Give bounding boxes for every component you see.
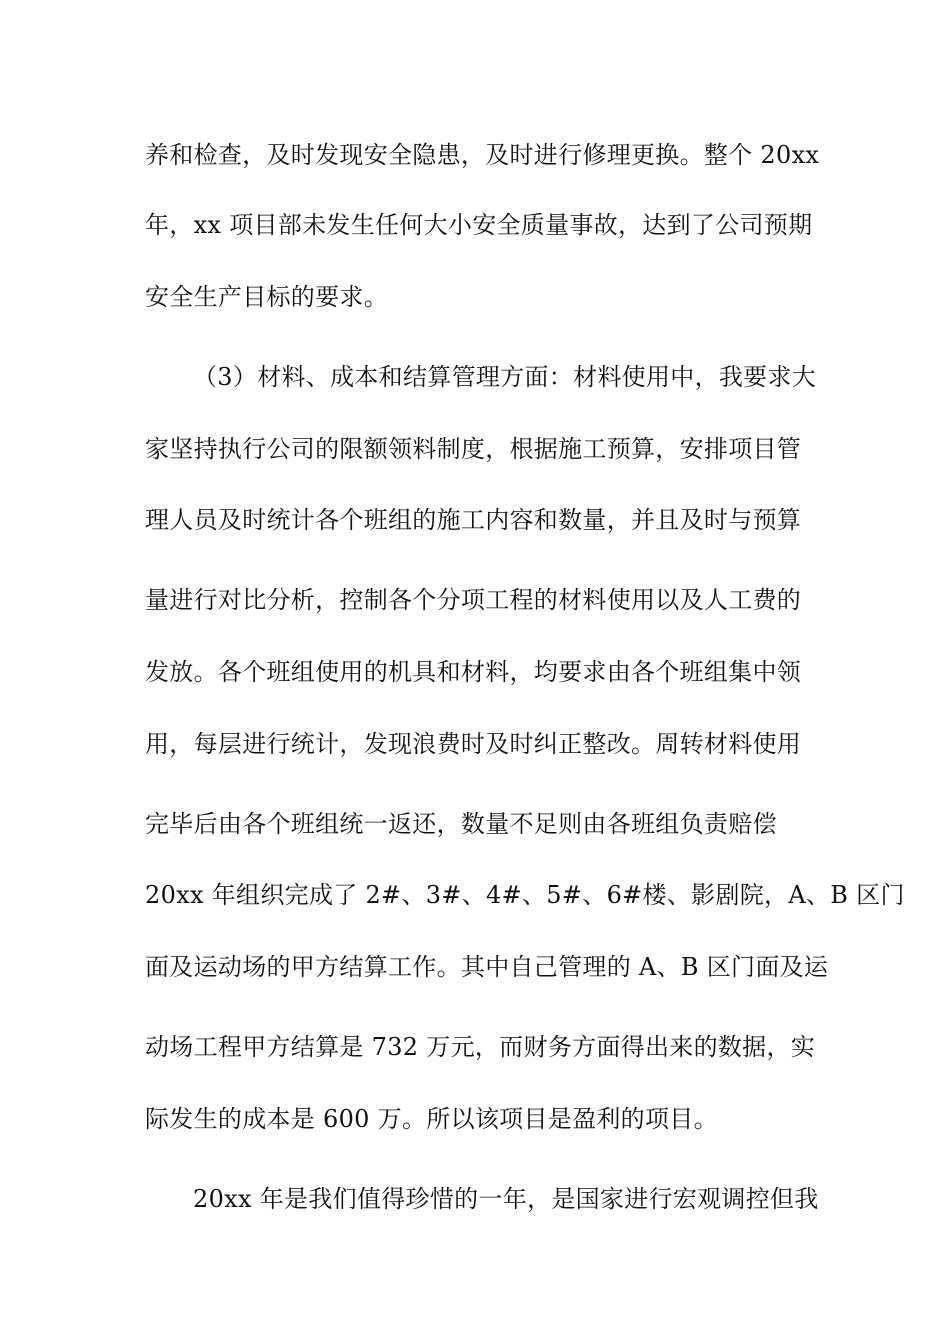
text-line: 用，每层进行统计，发现浪费时及时纠正整改。周转材料使用 xyxy=(145,730,802,758)
text-line: 际发生的成本是 600 万。所以该项目是盈利的项目。 xyxy=(145,1105,718,1133)
text-line: 20xx 年组织完成了 2#、3#、4#、5#、6#楼、影剧院，A、B 区门 xyxy=(145,881,905,909)
text-line: 年，xx 项目部未发生任何大小安全质量事故，达到了公司预期 xyxy=(145,211,813,239)
text-line: 面及运动场的甲方结算工作。其中自己管理的 A、B 区门面及运 xyxy=(145,953,829,981)
text-line: 动场工程甲方结算是 732 万元，而财务方面得出来的数据，实 xyxy=(145,1033,816,1061)
text-line: 发放。各个班组使用的机具和材料，均要求由各个班组集中领 xyxy=(145,658,802,686)
text-line: 完毕后由各个班组统一返还，数量不足则由各班组负责赔偿 xyxy=(145,810,777,838)
text-line: 养和检查，及时发现安全隐患，及时进行修理更换。整个 20xx xyxy=(145,141,820,169)
text-line: 理人员及时统计各个班组的施工内容和数量，并且及时与预算 xyxy=(145,506,802,534)
paragraph-start-line: （3）材料、成本和结算管理方面：材料使用中，我要求大 xyxy=(193,363,817,391)
text-line: 家坚持执行公司的限额领料制度，根据施工预算，安排项目管 xyxy=(145,435,802,463)
text-line: 安全生产目标的要求。 xyxy=(145,283,388,311)
text-line: 量进行对比分析，控制各个分项工程的材料使用以及人工费的 xyxy=(145,586,802,614)
paragraph-start-line: 20xx 年是我们值得珍惜的一年，是国家进行宏观调控但我 xyxy=(193,1185,819,1213)
